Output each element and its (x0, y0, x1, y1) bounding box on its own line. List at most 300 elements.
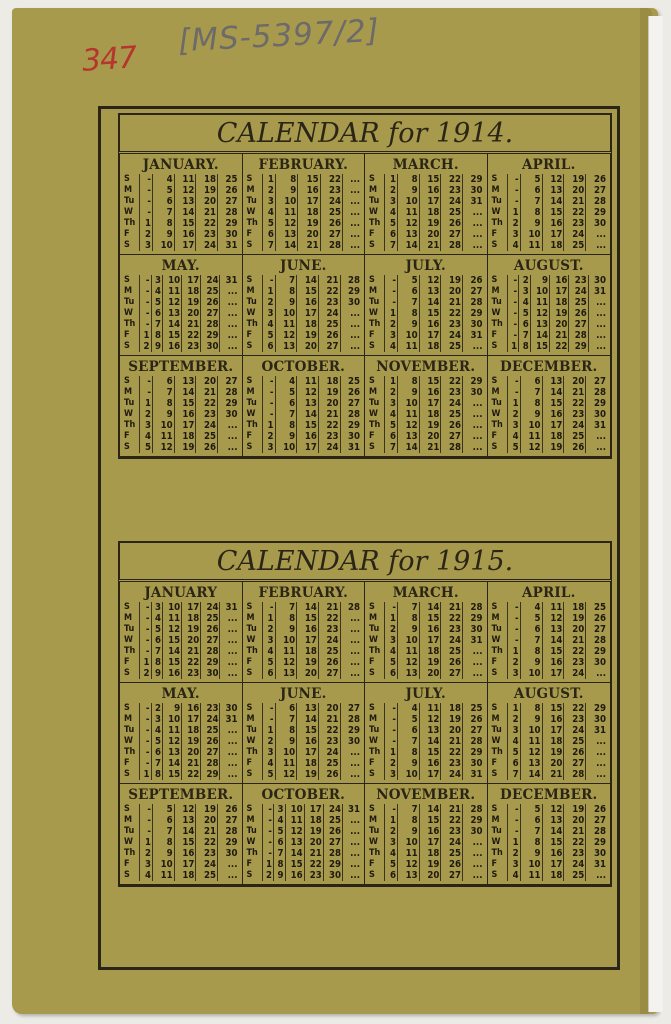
weekday-row (368, 308, 484, 319)
date-cell: 13 (542, 624, 564, 635)
date-cell: 6 (398, 286, 420, 297)
weekday-label: Tu (369, 624, 380, 634)
date-cell: 19 (419, 218, 441, 229)
date-cell: 23 (564, 657, 586, 668)
weekday-label: M (491, 815, 500, 825)
date-cell: 28 (218, 207, 239, 218)
date-cell: 16 (174, 409, 196, 420)
date-cell: 8 (398, 376, 420, 387)
date-cell: 3 (385, 769, 398, 780)
date-cell: 5 (520, 804, 542, 815)
date-cell: - (507, 387, 520, 398)
date-cell: 11 (398, 341, 420, 352)
date-cell: 19 (174, 442, 196, 453)
month-table (246, 376, 362, 453)
date-cell: 21 (550, 330, 569, 341)
weekday-label: W (369, 207, 378, 217)
date-cell: 14 (163, 758, 182, 769)
date-cell: 11 (153, 870, 175, 881)
date-cell: 6 (519, 319, 531, 330)
date-cell: 3 (385, 330, 398, 341)
date-cell: 1 (385, 613, 398, 624)
weekday-row (368, 725, 484, 736)
date-cell: 3 (385, 398, 398, 409)
weekday-row (491, 442, 608, 453)
date-cell: ... (340, 319, 361, 330)
date-cell: ... (586, 758, 607, 769)
date-cell: 12 (398, 859, 420, 870)
date-cell: ... (586, 870, 607, 881)
date-cell: 9 (398, 826, 420, 837)
month-name: MARCH. (392, 157, 459, 173)
month-name: MAY. (161, 258, 200, 274)
date-cell: 12 (520, 442, 542, 453)
month-block (243, 154, 366, 255)
date-cell: 8 (398, 613, 420, 624)
weekday-label: S (491, 602, 498, 612)
month-grid-1915 (118, 582, 612, 887)
month-table (491, 804, 608, 881)
weekday-row (491, 431, 608, 442)
date-cell: - (385, 275, 398, 286)
date-cell: 12 (419, 275, 441, 286)
date-cell: 17 (542, 859, 564, 870)
date-cell: 2 (519, 275, 531, 286)
date-cell: 13 (542, 376, 564, 387)
weekday-row (123, 736, 239, 747)
weekday-row (246, 758, 362, 769)
weekday-row (368, 319, 484, 330)
weekday-label: S (491, 703, 498, 713)
weekday-label: Th (124, 848, 136, 858)
date-cell: 30 (463, 387, 484, 398)
date-cell: 16 (163, 668, 182, 679)
date-cell: 9 (274, 870, 286, 881)
date-cell: 17 (419, 330, 441, 341)
weekday-label: W (246, 635, 256, 645)
date-cell: 7 (275, 409, 297, 420)
weekday-label: S (124, 240, 130, 250)
date-cell: - (262, 602, 275, 613)
date-cell: ... (342, 815, 361, 826)
date-cell: 11 (153, 431, 175, 442)
date-cell: 26 (441, 218, 463, 229)
weekday-label: Th (124, 420, 136, 430)
date-cell: 16 (542, 409, 564, 420)
date-cell: 5 (274, 826, 286, 837)
date-cell: 28 (463, 804, 484, 815)
date-cell: - (140, 207, 153, 218)
date-cell: 29 (463, 747, 484, 758)
date-cell: 29 (218, 218, 239, 229)
weekday-label: Th (246, 319, 258, 329)
date-cell: 25 (564, 240, 586, 251)
date-cell: 13 (542, 185, 564, 196)
weekday-label: F (124, 758, 130, 768)
date-cell: 14 (530, 330, 549, 341)
date-cell: 3 (140, 240, 153, 251)
date-cell: 30 (340, 736, 361, 747)
weekday-row (246, 657, 362, 668)
date-cell: 28 (463, 297, 484, 308)
weekday-label: M (246, 387, 255, 397)
date-cell: ... (586, 431, 607, 442)
weekday-row (491, 185, 608, 196)
date-cell: 25 (201, 725, 220, 736)
weekday-row (491, 319, 608, 330)
month-name: FEBRUARY. (258, 157, 349, 173)
date-cell: 7 (151, 646, 163, 657)
date-cell: ... (463, 420, 484, 431)
date-cell: - (385, 714, 398, 725)
date-cell: 13 (174, 376, 196, 387)
weekday-row (491, 613, 608, 624)
month-table (491, 703, 608, 780)
date-cell: - (140, 196, 153, 207)
date-cell: 12 (174, 185, 196, 196)
date-cell: 20 (564, 624, 586, 635)
date-cell: 18 (174, 431, 196, 442)
weekday-row (246, 826, 362, 837)
month-name: NOVEMBER. (376, 359, 476, 375)
date-cell: 14 (163, 646, 182, 657)
weekday-row (123, 275, 239, 286)
date-cell: 12 (297, 387, 319, 398)
date-cell: 18 (419, 646, 441, 657)
date-cell: 25 (320, 207, 342, 218)
date-cell: 20 (441, 286, 463, 297)
month-grid-1914 (118, 154, 612, 459)
weekday-row (491, 376, 608, 387)
date-cell: ... (586, 769, 607, 780)
date-cell: 5 (507, 747, 520, 758)
date-cell: 5 (385, 218, 398, 229)
date-cell: 26 (218, 804, 239, 815)
date-cell: 23 (569, 275, 588, 286)
weekday-row (368, 635, 484, 646)
weekday-label: Tu (369, 826, 380, 836)
weekday-label: M (124, 714, 133, 724)
weekday-row (368, 848, 484, 859)
weekday-row (123, 714, 239, 725)
date-cell: 17 (174, 859, 196, 870)
weekday-row (123, 848, 239, 859)
date-cell: 30 (463, 624, 484, 635)
weekday-row (368, 207, 484, 218)
date-cell: 19 (298, 218, 320, 229)
weekday-label: S (246, 376, 253, 386)
date-cell: ... (220, 613, 239, 624)
date-cell: 31 (340, 442, 361, 453)
date-cell: - (507, 297, 519, 308)
date-cell: - (507, 185, 520, 196)
date-cell: 1 (385, 747, 398, 758)
date-cell: 26 (196, 442, 218, 453)
date-cell: 12 (398, 218, 420, 229)
date-cell: - (507, 275, 519, 286)
date-cell: 20 (318, 703, 340, 714)
date-cell: 24 (569, 286, 588, 297)
date-cell: 9 (520, 657, 542, 668)
date-cell: 6 (385, 870, 398, 881)
date-cell: 25 (586, 602, 607, 613)
date-cell: 2 (385, 758, 398, 769)
date-cell: 30 (323, 870, 342, 881)
date-cell: ... (342, 870, 361, 881)
weekday-row (123, 635, 239, 646)
weekday-row (123, 646, 239, 657)
date-cell: 27 (441, 229, 463, 240)
date-cell: 10 (398, 837, 420, 848)
date-cell: 23 (196, 848, 218, 859)
date-cell: 18 (550, 297, 569, 308)
date-cell: 4 (151, 613, 163, 624)
date-cell: 11 (398, 848, 420, 859)
date-cell: 15 (542, 398, 564, 409)
date-cell: 13 (297, 703, 319, 714)
weekday-row (368, 769, 484, 780)
date-cell: - (507, 174, 520, 185)
weekday-row (123, 624, 239, 635)
date-cell: 16 (298, 185, 320, 196)
weekday-label: F (124, 330, 130, 340)
date-cell: 30 (463, 758, 484, 769)
date-cell: 10 (520, 668, 542, 679)
date-cell: 24 (318, 308, 340, 319)
date-cell: - (262, 409, 275, 420)
date-cell: 14 (297, 275, 319, 286)
weekday-label: S (369, 668, 375, 678)
date-cell: 18 (564, 602, 586, 613)
weekday-row (123, 207, 239, 218)
date-cell: - (140, 703, 152, 714)
month-table (246, 602, 362, 679)
weekday-label: M (246, 286, 255, 296)
date-cell: 1 (507, 837, 520, 848)
date-cell: 5 (398, 714, 420, 725)
date-cell: 28 (218, 826, 239, 837)
date-cell: 17 (542, 725, 564, 736)
date-cell: 29 (463, 376, 484, 387)
date-cell: ... (220, 286, 239, 297)
date-cell: 31 (463, 769, 484, 780)
date-cell: 14 (285, 848, 304, 859)
date-cell: - (262, 387, 275, 398)
weekday-label: W (246, 409, 256, 419)
date-cell: 7 (519, 330, 531, 341)
date-cell: 24 (201, 275, 220, 286)
date-cell: 4 (262, 758, 275, 769)
date-cell: 19 (441, 714, 463, 725)
date-cell: 26 (340, 387, 361, 398)
weekday-row (368, 859, 484, 870)
date-cell: 2 (507, 409, 520, 420)
weekday-row (246, 185, 362, 196)
date-cell: 13 (398, 431, 420, 442)
weekday-row (123, 747, 239, 758)
date-cell: 16 (419, 624, 441, 635)
date-cell: 10 (398, 635, 420, 646)
date-cell: 13 (275, 668, 297, 679)
date-cell: 5 (151, 624, 163, 635)
date-cell: 15 (285, 859, 304, 870)
date-cell: 19 (441, 275, 463, 286)
weekday-row (123, 826, 239, 837)
weekday-row (123, 174, 239, 185)
date-cell: - (507, 826, 520, 837)
date-cell: 8 (153, 218, 175, 229)
date-cell: 15 (297, 613, 319, 624)
weekday-label: M (369, 185, 378, 195)
date-cell: 7 (275, 602, 297, 613)
date-cell: - (507, 308, 519, 319)
month-table (491, 174, 608, 251)
weekday-label: S (124, 376, 130, 386)
weekday-row (368, 613, 484, 624)
date-cell: 22 (550, 341, 569, 352)
weekday-label: W (491, 308, 501, 318)
month-block (120, 683, 243, 784)
date-cell: - (140, 275, 152, 286)
date-cell: 18 (441, 703, 463, 714)
date-cell: 1 (507, 398, 520, 409)
date-cell: 9 (153, 848, 175, 859)
weekday-label: F (369, 431, 375, 441)
date-cell: ... (220, 341, 239, 352)
date-cell: ... (586, 736, 607, 747)
date-cell: 21 (318, 602, 340, 613)
date-cell: 21 (196, 387, 218, 398)
weekday-row (123, 185, 239, 196)
date-cell: 26 (320, 218, 342, 229)
date-cell: 29 (218, 398, 239, 409)
weekday-row (123, 442, 239, 453)
date-cell: 3 (274, 804, 286, 815)
date-cell: 4 (153, 174, 175, 185)
date-cell: 26 (463, 275, 484, 286)
date-cell: 18 (419, 341, 441, 352)
date-cell: 14 (297, 409, 319, 420)
date-cell: ... (340, 308, 361, 319)
date-cell: 12 (275, 657, 297, 668)
date-cell: 6 (520, 624, 542, 635)
date-cell: 25 (564, 736, 586, 747)
date-cell: 17 (298, 196, 320, 207)
date-cell: 28 (340, 602, 361, 613)
weekday-label: F (491, 657, 498, 667)
date-cell: 6 (262, 229, 275, 240)
month-table (246, 703, 362, 780)
date-cell: 9 (398, 624, 420, 635)
date-cell: ... (588, 319, 607, 330)
date-cell: 24 (441, 330, 463, 341)
date-cell: 20 (419, 668, 441, 679)
date-cell: 14 (297, 714, 319, 725)
month-block (243, 255, 366, 356)
date-cell: 22 (564, 398, 586, 409)
date-cell: 26 (564, 442, 586, 453)
month-block (488, 582, 611, 683)
month-name: JUNE. (280, 258, 327, 274)
weekday-row (123, 837, 239, 848)
date-cell: 11 (520, 431, 542, 442)
date-cell: 27 (441, 431, 463, 442)
month-block (488, 683, 611, 784)
date-cell: 16 (542, 714, 564, 725)
weekday-row (246, 714, 362, 725)
date-cell: 14 (419, 804, 441, 815)
date-cell: 24 (441, 769, 463, 780)
date-cell: 11 (163, 286, 182, 297)
date-cell: 28 (323, 848, 342, 859)
date-cell: 3 (385, 196, 398, 207)
weekday-row (368, 714, 484, 725)
weekday-row (123, 703, 239, 714)
date-cell: 27 (586, 815, 607, 826)
date-cell: 17 (182, 714, 201, 725)
date-cell: 10 (275, 635, 297, 646)
date-cell: 14 (419, 736, 441, 747)
date-cell: 30 (586, 657, 607, 668)
date-cell: 7 (398, 736, 420, 747)
date-cell: ... (220, 624, 239, 635)
date-cell: 10 (285, 804, 304, 815)
weekday-row (368, 387, 484, 398)
date-cell: 28 (586, 387, 607, 398)
date-cell: 2 (507, 657, 520, 668)
date-cell: 1 (140, 837, 153, 848)
date-cell: ... (463, 229, 484, 240)
date-cell: 29 (463, 815, 484, 826)
date-cell: 2 (140, 848, 153, 859)
date-cell: 14 (542, 196, 564, 207)
weekday-label: Tu (246, 826, 257, 836)
date-cell: 23 (441, 826, 463, 837)
date-cell: 14 (419, 297, 441, 308)
month-name: JANUARY. (142, 157, 219, 173)
date-cell: 14 (174, 826, 196, 837)
date-cell: 25 (318, 646, 340, 657)
date-cell: 19 (550, 308, 569, 319)
date-cell: 18 (297, 319, 319, 330)
date-cell: 4 (262, 646, 275, 657)
month-name: JANUARY (144, 585, 218, 601)
date-cell: 7 (507, 769, 520, 780)
date-cell: 2 (140, 668, 152, 679)
date-cell: 10 (398, 330, 420, 341)
date-cell: 20 (182, 308, 201, 319)
weekday-label: F (491, 431, 498, 441)
date-cell: 3 (507, 229, 520, 240)
date-cell: 25 (201, 286, 220, 297)
date-cell: 15 (419, 308, 441, 319)
date-cell: 30 (218, 409, 239, 420)
weekday-label: Th (246, 646, 258, 656)
date-cell: 16 (297, 624, 319, 635)
date-cell: 1 (262, 286, 275, 297)
date-cell: 19 (297, 769, 319, 780)
month-table (123, 703, 239, 780)
date-cell: - (507, 319, 519, 330)
date-cell: 4 (385, 409, 398, 420)
date-cell: 2 (262, 624, 275, 635)
date-cell: ... (220, 646, 239, 657)
date-cell: ... (340, 341, 361, 352)
weekday-label: S (124, 769, 130, 779)
weekday-label: Tu (124, 196, 135, 206)
weekday-row (246, 624, 362, 635)
date-cell: 6 (275, 398, 297, 409)
